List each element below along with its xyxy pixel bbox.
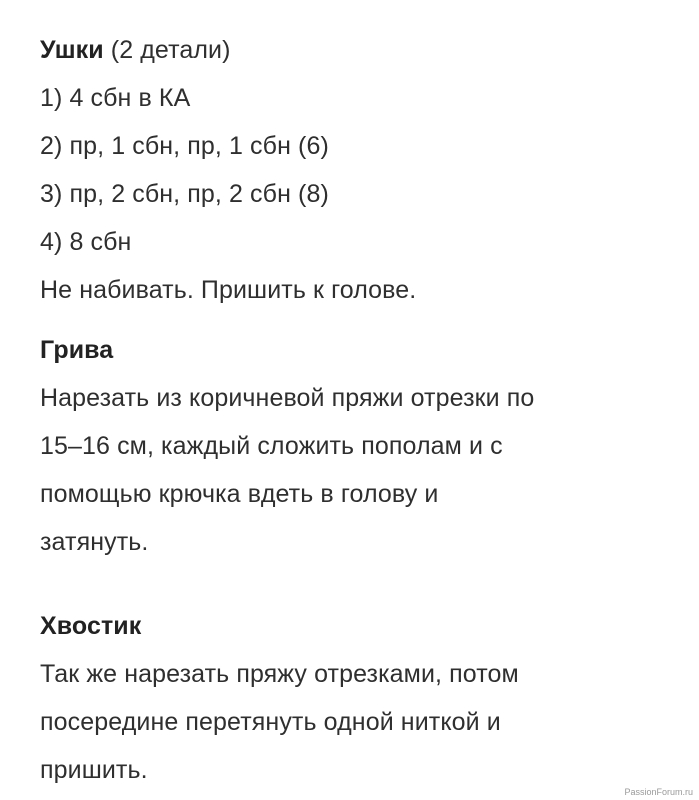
ears-row-2: 2) пр, 1 сбн, пр, 1 сбн (6): [40, 132, 329, 160]
section-ears-title: Ушки: [40, 36, 104, 64]
mane-text-line-3: помощью крючка вдеть в голову и: [40, 480, 439, 508]
tail-text-line-1: Так же нарезать пряжу отрезками, потом: [40, 660, 519, 688]
tail-text-line-3: пришить.: [40, 756, 148, 784]
mane-text-line-4: затянуть.: [40, 528, 149, 556]
ears-row-4: 4) 8 сбн: [40, 228, 132, 256]
section-mane-title: Грива: [40, 336, 114, 364]
mane-text-line-2: 15–16 см, каждый сложить пополам и с: [40, 432, 503, 460]
document-body: [40, 26, 669, 794]
section-tail-title: Хвостик: [40, 612, 142, 640]
section-ears-note: (2 детали): [103, 36, 231, 64]
ears-instruction: Не набивать. Пришить к голове.: [40, 276, 417, 304]
watermark: PassionForum.ru: [624, 787, 693, 797]
ears-row-3: 3) пр, 2 сбн, пр, 2 сбн (8): [40, 180, 329, 208]
tail-text-line-2: посередине перетянуть одной ниткой и: [40, 708, 501, 736]
ears-row-1: 1) 4 сбн в КА: [40, 84, 191, 112]
section-ears-heading: [40, 26, 669, 74]
mane-text-line-1: Нарезать из коричневой пряжи отрезки по: [40, 384, 535, 412]
